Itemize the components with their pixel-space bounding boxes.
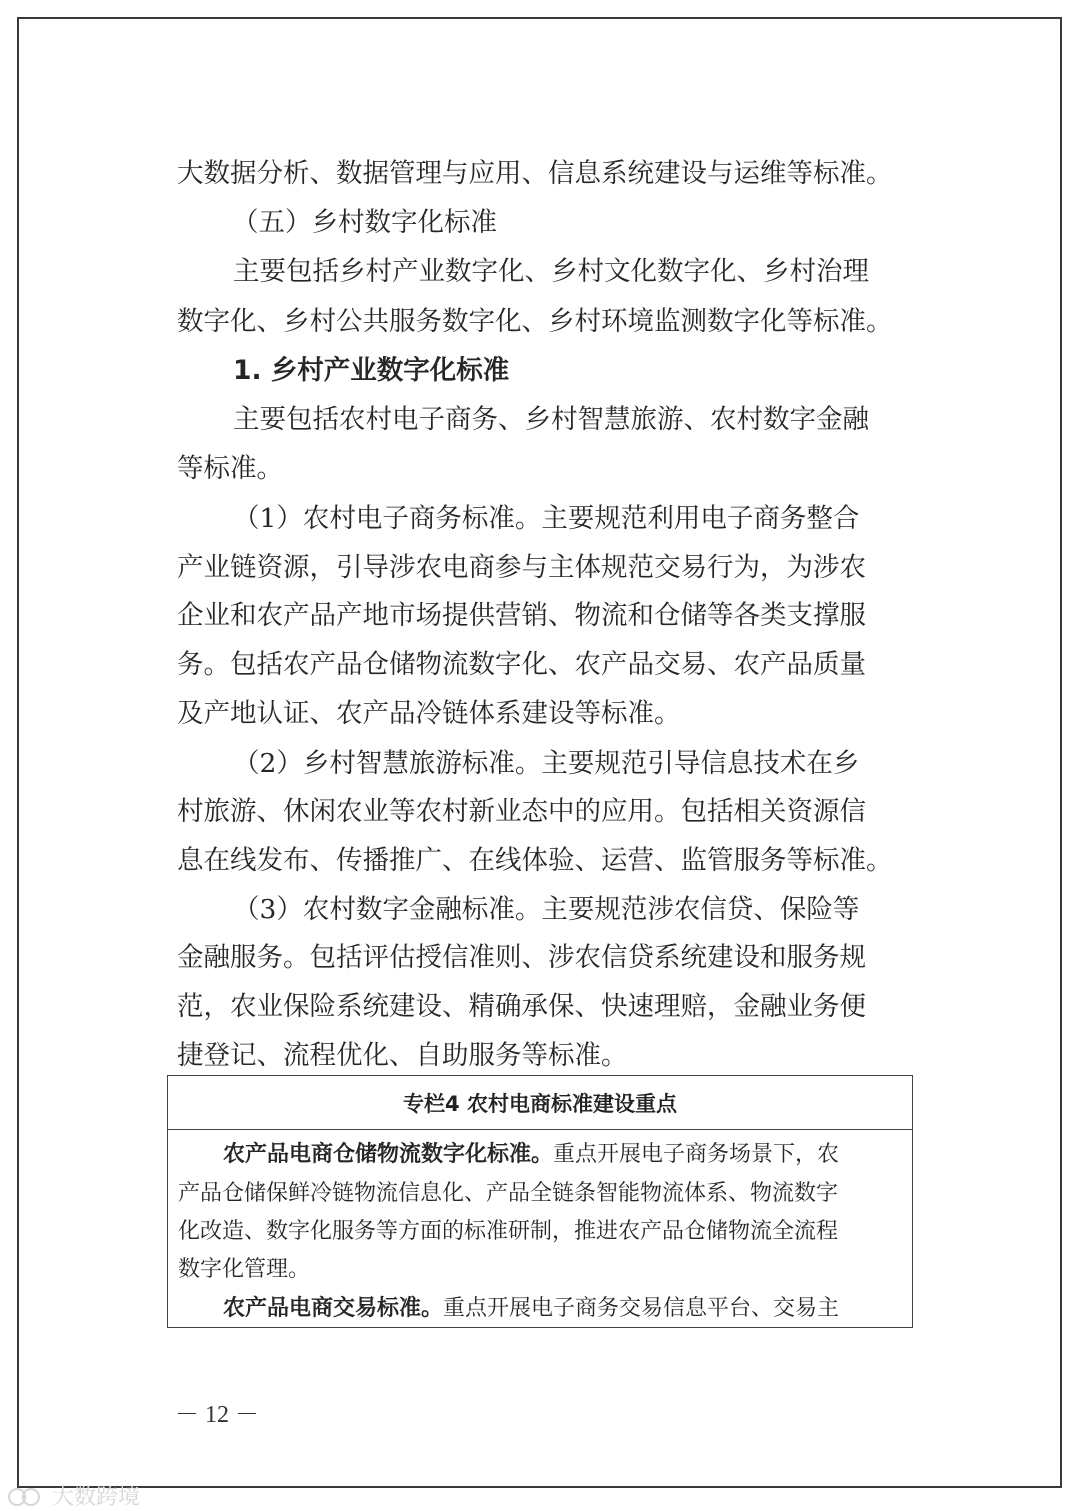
column-box-title: 专栏4 农村电商标准建设重点 — [403, 1091, 677, 1116]
box-item-heading: 农产品电商交易标准。 — [223, 1296, 444, 1321]
paragraph-line: 主要包括农村电子商务、乡村智慧旅游、农村数字金融 — [233, 404, 869, 435]
section-heading: （五）乡村数字化标准 — [232, 207, 497, 238]
paragraph-line: 务。包括农产品仓储物流数字化、农产品交易、农产品质量 — [177, 649, 866, 680]
column-box-header — [168, 1076, 912, 1130]
subsection-heading: 1. 乡村产业数字化标准 — [233, 355, 510, 386]
paragraph-line: 产业链资源，引导涉农电商参与主体规范交易行为，为涉农 — [177, 552, 866, 583]
paragraph-line: 数字化、乡村公共服务数字化、乡村环境监测数字化等标准。 — [177, 306, 893, 337]
watermark — [6, 1480, 140, 1511]
paragraph-line: 企业和农产品产地市场提供营销、物流和仓储等各类支撑服 — [177, 600, 866, 631]
page-number: － 12 － — [175, 1402, 259, 1428]
paragraph-line: 捷登记、流程优化、自助服务等标准。 — [177, 1040, 628, 1071]
paragraph-line: 息在线发布、传播推广、在线体验、运营、监管服务等标准。 — [177, 845, 893, 876]
box-item-heading: 农产品电商仓储物流数字化标准。 — [223, 1142, 554, 1167]
box-text: 重点开展电子商务场景下，农 — [553, 1142, 840, 1167]
watermark-logo-icon — [6, 1485, 48, 1507]
paragraph-line: 及产地认证、农产品冷链体系建设等标准。 — [177, 698, 681, 729]
paragraph-line: （3）农村数字金融标准。主要规范涉农信贷、保险等 — [233, 894, 860, 925]
paragraph-line: （2）乡村智慧旅游标准。主要规范引导信息技术在乡 — [233, 748, 860, 779]
paragraph-line: 等标准。 — [177, 453, 283, 484]
box-text: 重点开展电子商务交易信息平台、交易主 — [443, 1296, 840, 1321]
watermark-text: 大数跨境 — [52, 1485, 141, 1510]
paragraph-line: 主要包括乡村产业数字化、乡村文化数字化、乡村治理 — [233, 256, 869, 287]
box-line — [223, 1298, 839, 1320]
box-line: 数字化管理。 — [178, 1257, 311, 1282]
box-line — [223, 1144, 839, 1166]
box-line: 产品仓储保鲜冷链物流信息化、产品全链条智能物流体系、物流数字 — [178, 1181, 839, 1206]
box-line: 化改造、数字化服务等方面的标准研制，推进农产品仓储物流全流程 — [178, 1219, 839, 1244]
paragraph-line: （1）农村电子商务标准。主要规范利用电子商务整合 — [233, 503, 860, 534]
paragraph-line: 大数据分析、数据管理与应用、信息系统建设与运维等标准。 — [177, 158, 893, 189]
paragraph-line: 范，农业保险系统建设、精确承保、快速理赔，金融业务便 — [177, 991, 866, 1022]
paragraph-line: 金融服务。包括评估授信准则、涉农信贷系统建设和服务规 — [177, 942, 866, 973]
paragraph-line: 村旅游、休闲农业等农村新业态中的应用。包括相关资源信 — [177, 796, 866, 827]
column-box — [167, 1075, 913, 1328]
